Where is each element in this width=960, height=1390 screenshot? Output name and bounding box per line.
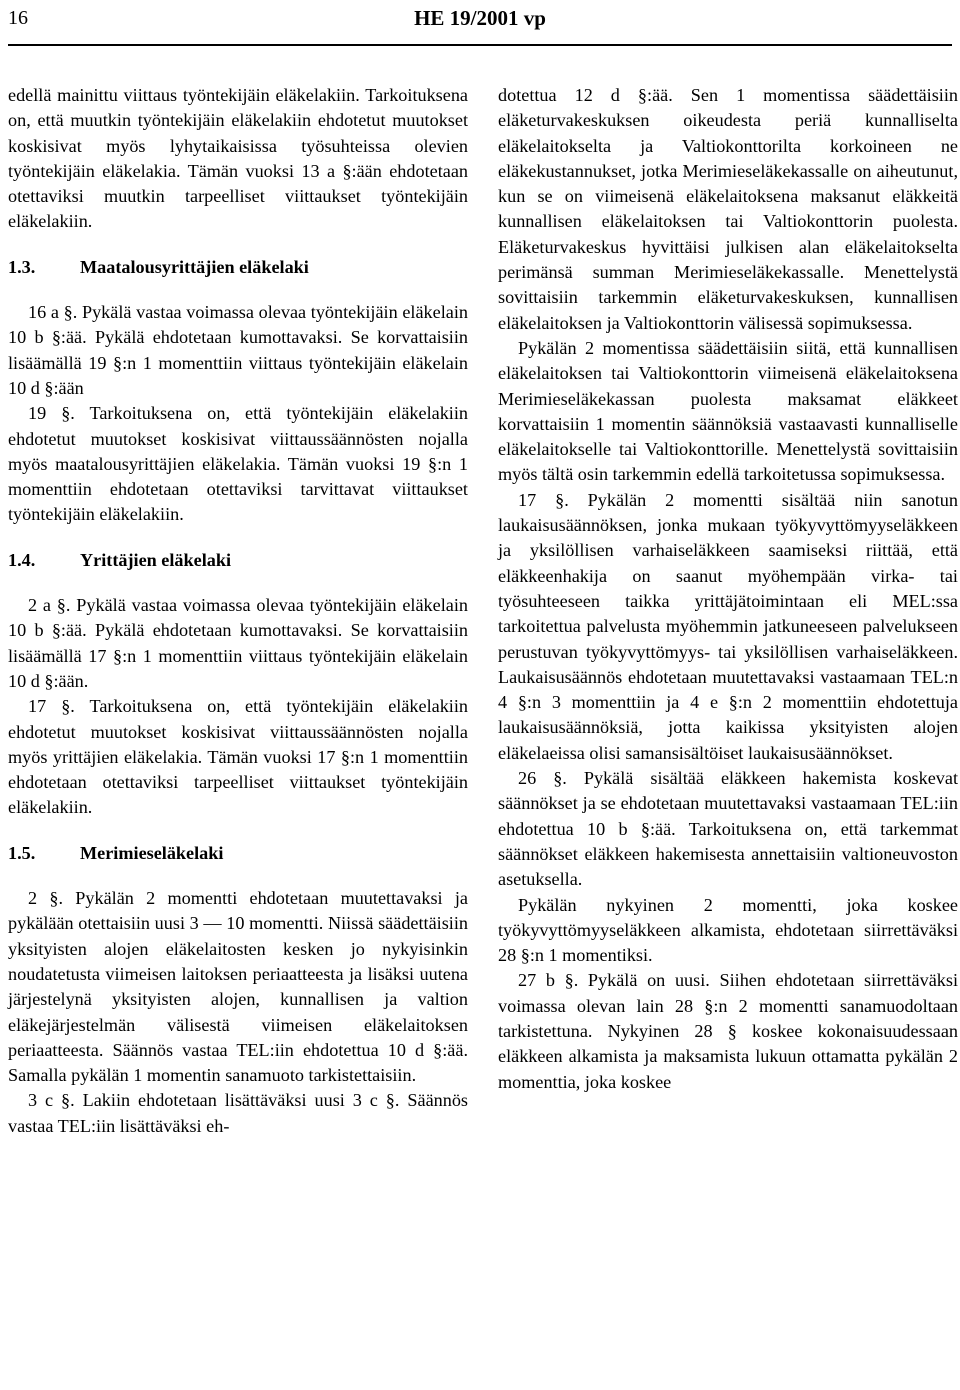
- document-id: HE 19/2001 vp: [414, 6, 546, 30]
- section-title: Yrittäjien eläkelaki: [80, 549, 232, 570]
- left-column: [8, 83, 468, 1139]
- paragraph: 2 §. Pykälän 2 momentti ehdotetaan muutettavaksi ja pykälään otettaisiin uusi 3 — 10 momentti. Niissä säädettäisiin yksityisten alojen eläkelaitosten kesken jo nykyisinkin noudatetusta viimeisen laitoksen periaatteesta ja lisäksi uutena järjestelynä yksityisten alojen, kunnallisen ja valtion eläkejärjestelmän välisestä viimeisen eläkelaitoksen periaatteesta. Säännös vastaa TEL:iin ehdotettua 10 d §:ää. Samalla pykälän 1 momentin sanamuoto tarkistettaisiin.: [8, 888, 468, 1086]
- paragraph: 16 a §. Pykälä vastaa voimassa olevaa työntekijäin eläkelain 10 b §:ää. Pykälä ehdotetaan kumottavaksi. Se korvattaisiin lisäämällä 19 §:n 1 momenttiin viittaus työntekijäin eläkelain 10 d §:ään: [8, 302, 468, 398]
- paragraph: Pykälän nykyinen 2 momentti, joka koskee työkyvyttömyyseläkkeen alkamista, ehdotetaan siirrettäväksi 28 §:n 1 momentiksi.: [498, 894, 958, 966]
- right-column: [498, 83, 958, 1095]
- paragraph: dotettua 12 d §:ää. Sen 1 momentissa säädettäisiin eläketurvakeskuksen oikeudesta periä kunnalliselta eläkelaitokselta ja Valtiokonttorilta korkoineen ne eläkekustannukset, jotka Merimieseläkekassalle on aiheutunut, kun se on viimeisenä eläkelaitoksena maksanut eläkkeitä kunnallisen eläkelaitoksen tai Valtiokonttorin puolesta. Eläketurvakeskus hyvittäisi julkisen alan eläkelaitokselta perimänsä summan Merimieseläkekassalle. Menettelystä sovittaisiin tarkemmin eläketurvakeskuksen, kunnallisen eläkelaitoksen ja Valtiokonttorin välisessä sopimuksessa.: [498, 85, 958, 333]
- paragraph: 26 §. Pykälä sisältää eläkkeen hakemista koskevat säännökset ja se ehdotetaan muutettavaksi vastaamaan TEL:iin ehdotettua 10 b §:ää. Tarkoituksena on, että tarkemmat säännökset eläkkeen hakemisesta annettaisiin valtioneuvoston asetuksella.: [498, 768, 958, 890]
- paragraph: 17 §. Pykälän 2 momentti sisältää niin sanotun laukaisusäännöksen, jonka mukaan työkyvyttömyyseläkkeen ja yksilöllisen varhaiseläkkeen saamiseksi riittää, että eläkkeenhakija on saanut myöhempään virka- tai työsuhteeseen taikka yrittäjätoimintaan eli MEL:ssa tarkoitettua palvelusta myöhemmin jatkuneeseen palvelukseen perustuvan työkyvyttömyys- tai yksilöllisen varhaiseläkkeen. Laukaisusäännös ehdotetaan muutettavaksi vastaamaan TEL:n 4 §:n 3 momenttiin ja 4 e §:n 2 momenttiin ehdotettuja laukaisusäännöksiä, jotta kaikissa yksityisten alojen eläkelaeissa olisi samansisältöiset laukaisusäännökset.: [498, 489, 958, 763]
- paragraph: edellä mainittu viittaus työntekijäin eläkelakiin. Tarkoituksena on, että muutkin työntekijäin eläkelakiin ehdotetut muutokset koskisivat myös lyhytaikaisissa työsuhteissa olevien työntekijäin eläkelakia. Tämän vuoksi 13 a §:ään ehdotetaan otettaviksi muutkin tarpeelliset viittaukset työntekijäin eläkelakiin.: [8, 85, 468, 232]
- paragraph: 19 §. Tarkoituksena on, että työntekijäin eläkelakiin ehdotetut muutokset koskisivat viittaussäännösten nojalla myös maatalousyrittäjien eläkelakia. Tämän vuoksi 19 §:n 1 momenttiin ehdotetaan otettaviksi tarvittavat viittaukset työntekijäin eläkelakiin.: [8, 403, 468, 525]
- page-number: 16: [8, 7, 28, 29]
- section-title: Merimieseläkelaki: [80, 842, 224, 863]
- section-number: 1.3.: [8, 256, 36, 277]
- paragraph: Pykälän 2 momentissa säädettäisiin siitä, että kunnallisen eläkelaitoksen tai Valtiokonttorin viimeisenä eläkelaitoksena Merimieseläkekassan puolesta maksamat eläkkeet korvattaisiin 1 momentin säännöksiä vastaavasti kunnalliselle eläkelaitokselle tai Valtiokonttorille. Menettelystä sovittaisiin myös tältä osin tarkemmin edellä tarkoitetussa sopimuksessa.: [498, 337, 958, 485]
- section-number: 1.4.: [8, 549, 36, 570]
- page-header: [8, 0, 952, 44]
- paragraph: 3 c §. Lakiin ehdotetaan lisättäväksi uusi 3 c §. Säännös vastaa TEL:iin lisättäväksi eh-: [8, 1090, 468, 1136]
- paragraph: 17 §. Tarkoituksena on, että työntekijäin eläkelakiin ehdotetut muutokset koskisivat viittaussäännösten nojalla myös yrittäjien eläkelakia. Tämän vuoksi 17 §:n 1 momenttiin ehdotetaan otettaviksi tarpeelliset viittaukset työntekijäin eläkelakiin.: [8, 696, 468, 818]
- section-heading: [8, 841, 468, 866]
- section-heading: [8, 548, 468, 573]
- paragraph: 2 a §. Pykälä vastaa voimassa olevaa työntekijäin eläkelain 10 b §:ää. Pykälä ehdotetaan kumottavaksi. Se korvattaisiin lisäämällä 17 §:n 1 momenttiin viittaus työntekijäin eläkelain 10 d §:ään.: [8, 595, 468, 691]
- section-heading: [8, 255, 468, 280]
- paragraph: 27 b §. Pykälä on uusi. Siihen ehdotetaan siirrettäväksi voimassa olevan lain 28 §:n 2 momentti sanamuodoltaan tarkistettuna. Nykyinen 28 § koskee kokonaisuudessaan eläkkeen alkamista ja maksamista lukuun ottamatta pykälän 2 momenttia, joka koskee: [498, 970, 958, 1092]
- header-rule: [8, 44, 952, 46]
- section-number: 1.5.: [8, 842, 36, 863]
- section-title: Maatalousyrittäjien eläkelaki: [80, 256, 309, 277]
